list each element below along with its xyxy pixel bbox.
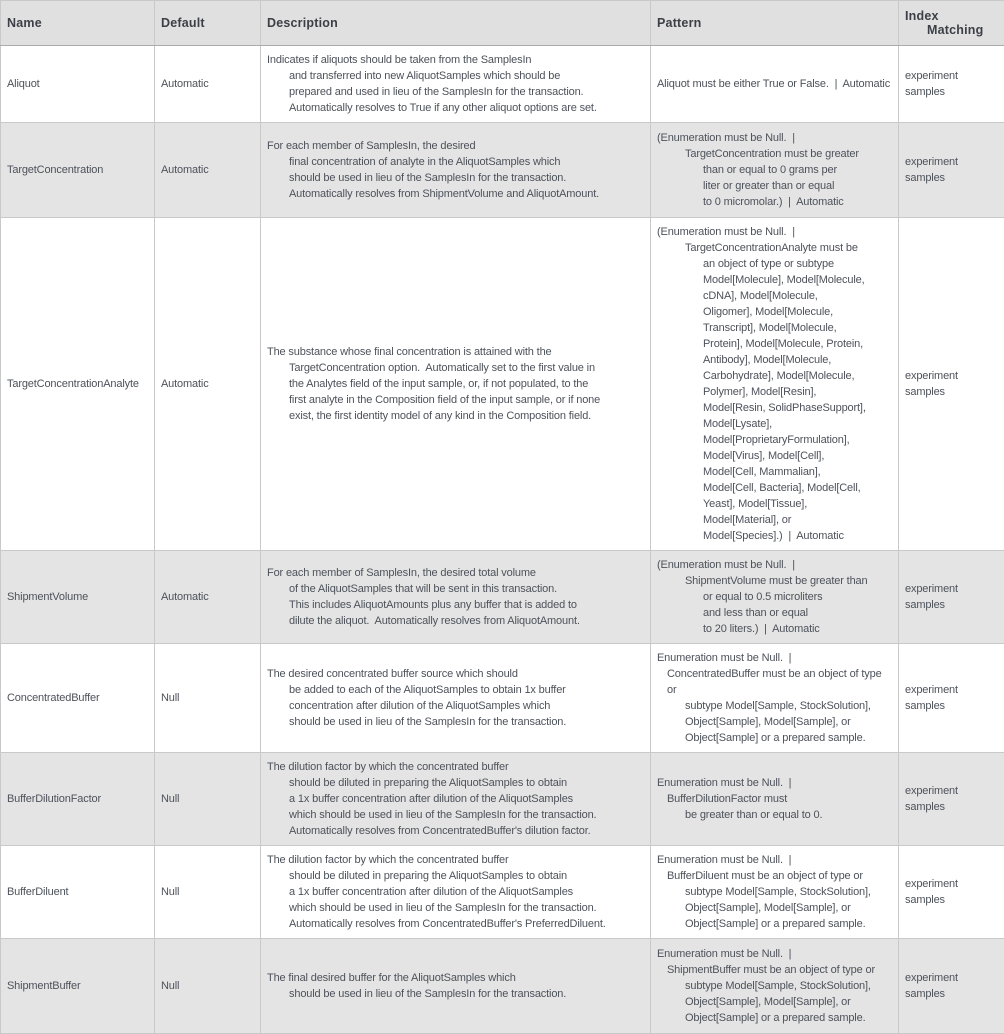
text-line: Automatically resolves from ShipmentVolume and AliquotAmount.	[267, 186, 644, 202]
text-line: should be used in lieu of the SamplesIn for the transaction.	[267, 986, 644, 1002]
text-line: Polymer], Model[Resin],	[657, 384, 892, 400]
table-row	[1, 218, 1004, 551]
text-line: a 1x buffer concentration after dilution of the AliquotSamples	[267, 884, 644, 900]
text-line: should be diluted in preparing the AliquotSamples to obtain	[267, 775, 644, 791]
text-line: Enumeration must be Null. |	[657, 946, 892, 962]
text-line: Automatically resolves from ConcentratedBuffer's dilution factor.	[267, 823, 644, 839]
text-line: ShipmentBuffer must be an object of type or	[657, 962, 892, 978]
text-line: TargetConcentration option. Automatically set to the first value in	[267, 360, 644, 376]
text-line: For each member of SamplesIn, the desired	[267, 138, 644, 154]
column-header-name: Name	[1, 1, 155, 46]
text-line: TargetConcentration must be greater	[657, 146, 892, 162]
text-line: (Enumeration must be Null. |	[657, 557, 892, 573]
text-line: Index	[905, 9, 998, 23]
text-line: ShipmentVolume must be greater than	[657, 573, 892, 589]
text-line: a 1x buffer concentration after dilution of the AliquotSamples	[267, 791, 644, 807]
name-cell: BufferDiluent	[1, 846, 155, 939]
index-matching-cell: experiment samples	[899, 939, 1004, 1034]
text-line: Object[Sample] or a prepared sample.	[657, 730, 892, 746]
text-line: Object[Sample] or a prepared sample.	[657, 916, 892, 932]
pattern-cell	[651, 46, 899, 123]
name-cell: ShipmentBuffer	[1, 939, 155, 1034]
default-cell: Null	[155, 846, 261, 939]
pattern-cell	[651, 846, 899, 939]
text-line: Aliquot must be either True or False. | Automatic	[657, 76, 892, 92]
text-line: subtype Model[Sample, StockSolution],	[657, 978, 892, 994]
text-line: concentration after dilution of the AliquotSamples which	[267, 698, 644, 714]
text-line: Model[Cell, Mammalian],	[657, 464, 892, 480]
text-line: Model[ProprietaryFormulation],	[657, 432, 892, 448]
table-row	[1, 644, 1004, 753]
table-row	[1, 551, 1004, 644]
name-cell: Aliquot	[1, 46, 155, 123]
text-line: Enumeration must be Null. |	[657, 775, 892, 791]
text-line: Transcript], Model[Molecule,	[657, 320, 892, 336]
text-line: Matching	[905, 23, 998, 37]
default-cell: Null	[155, 753, 261, 846]
description-cell	[261, 644, 651, 753]
text-line: should be used in lieu of the SamplesIn for the transaction.	[267, 170, 644, 186]
text-line: The desired concentrated buffer source which should	[267, 666, 644, 682]
text-line: ConcentratedBuffer must be an object of type or	[657, 666, 892, 698]
text-line: Model[Virus], Model[Cell],	[657, 448, 892, 464]
text-line: BufferDiluent must be an object of type or	[657, 868, 892, 884]
text-line: Model[Cell, Bacteria], Model[Cell,	[657, 480, 892, 496]
name-cell: TargetConcentrationAnalyte	[1, 218, 155, 551]
text-line: Protein], Model[Molecule, Protein,	[657, 336, 892, 352]
text-line: prepared and used in lieu of the SamplesIn for the transaction.	[267, 84, 644, 100]
default-cell: Automatic	[155, 551, 261, 644]
text-line: The dilution factor by which the concentrated buffer	[267, 759, 644, 775]
text-line: Object[Sample], Model[Sample], or	[657, 714, 892, 730]
text-line: Model[Resin, SolidPhaseSupport],	[657, 400, 892, 416]
description-cell	[261, 551, 651, 644]
default-cell: Automatic	[155, 218, 261, 551]
column-header-default: Default	[155, 1, 261, 46]
name-cell: TargetConcentration	[1, 123, 155, 218]
text-line: an object of type or subtype	[657, 256, 892, 272]
pattern-cell	[651, 551, 899, 644]
text-line: (Enumeration must be Null. |	[657, 130, 892, 146]
text-line: This includes AliquotAmounts plus any buffer that is added to	[267, 597, 644, 613]
text-line: Model[Material], or	[657, 512, 892, 528]
pattern-cell	[651, 218, 899, 551]
default-cell: Automatic	[155, 123, 261, 218]
text-line: to 0 micromolar.) | Automatic	[657, 194, 892, 210]
text-line: (Enumeration must be Null. |	[657, 224, 892, 240]
description-cell	[261, 123, 651, 218]
text-line: Indicates if aliquots should be taken from the SamplesIn	[267, 52, 644, 68]
text-line: Carbohydrate], Model[Molecule,	[657, 368, 892, 384]
text-line: or equal to 0.5 microliters	[657, 589, 892, 605]
text-line: Object[Sample], Model[Sample], or	[657, 900, 892, 916]
text-line: cDNA], Model[Molecule,	[657, 288, 892, 304]
text-line: liter or greater than or equal	[657, 178, 892, 194]
text-line: subtype Model[Sample, StockSolution],	[657, 698, 892, 714]
text-line: to 20 liters.) | Automatic	[657, 621, 892, 637]
index-matching-cell: experiment samples	[899, 551, 1004, 644]
pattern-cell	[651, 753, 899, 846]
description-cell	[261, 218, 651, 551]
text-line: final concentration of analyte in the AliquotSamples which	[267, 154, 644, 170]
text-line: Object[Sample], Model[Sample], or	[657, 994, 892, 1010]
text-line: TargetConcentrationAnalyte must be	[657, 240, 892, 256]
text-line: Model[Lysate],	[657, 416, 892, 432]
text-line: which should be used in lieu of the SamplesIn for the transaction.	[267, 900, 644, 916]
text-line: first analyte in the Composition field of the input sample, or if none	[267, 392, 644, 408]
text-line: Model[Molecule], Model[Molecule,	[657, 272, 892, 288]
index-matching-cell: experiment samples	[899, 644, 1004, 753]
default-cell: Null	[155, 939, 261, 1034]
text-line: which should be used in lieu of the SamplesIn for the transaction.	[267, 807, 644, 823]
text-line: Object[Sample] or a prepared sample.	[657, 1010, 892, 1026]
text-line: of the AliquotSamples that will be sent in this transaction.	[267, 581, 644, 597]
text-line: Enumeration must be Null. |	[657, 852, 892, 868]
text-line: The substance whose final concentration is attained with the	[267, 344, 644, 360]
index-matching-cell: experiment samples	[899, 123, 1004, 218]
text-line: BufferDilutionFactor must	[657, 791, 892, 807]
description-cell	[261, 753, 651, 846]
name-cell: BufferDilutionFactor	[1, 753, 155, 846]
index-matching-cell: experiment samples	[899, 753, 1004, 846]
name-cell: ShipmentVolume	[1, 551, 155, 644]
table-row	[1, 753, 1004, 846]
name-cell: ConcentratedBuffer	[1, 644, 155, 753]
default-cell: Null	[155, 644, 261, 753]
text-line: be added to each of the AliquotSamples to obtain 1x buffer	[267, 682, 644, 698]
description-cell	[261, 939, 651, 1034]
table-row	[1, 123, 1004, 218]
text-line: be greater than or equal to 0.	[657, 807, 892, 823]
header-row	[1, 1, 1004, 46]
pattern-cell	[651, 939, 899, 1034]
text-line: Automatically resolves to True if any other aliquot options are set.	[267, 100, 644, 116]
text-line: Oligomer], Model[Molecule,	[657, 304, 892, 320]
text-line: For each member of SamplesIn, the desired total volume	[267, 565, 644, 581]
text-line: the Analytes field of the input sample, or, if not populated, to the	[267, 376, 644, 392]
text-line: and less than or equal	[657, 605, 892, 621]
text-line: should be used in lieu of the SamplesIn for the transaction.	[267, 714, 644, 730]
text-line: The final desired buffer for the AliquotSamples which	[267, 970, 644, 986]
text-line: exist, the first identity model of any kind in the Composition field.	[267, 408, 644, 424]
text-line: dilute the aliquot. Automatically resolves from AliquotAmount.	[267, 613, 644, 629]
text-line: subtype Model[Sample, StockSolution],	[657, 884, 892, 900]
text-line: Automatically resolves from ConcentratedBuffer's PreferredDiluent.	[267, 916, 644, 932]
column-header-index-matching	[899, 1, 1004, 46]
column-header-description: Description	[261, 1, 651, 46]
text-line: Antibody], Model[Molecule,	[657, 352, 892, 368]
description-cell	[261, 846, 651, 939]
index-matching-cell: experiment samples	[899, 218, 1004, 551]
text-line: Model[Species].) | Automatic	[657, 528, 892, 544]
table-row	[1, 846, 1004, 939]
column-header-pattern: Pattern	[651, 1, 899, 46]
text-line: Enumeration must be Null. |	[657, 650, 892, 666]
pattern-cell	[651, 123, 899, 218]
description-cell	[261, 46, 651, 123]
text-line: should be diluted in preparing the AliquotSamples to obtain	[267, 868, 644, 884]
default-cell: Automatic	[155, 46, 261, 123]
pattern-cell	[651, 644, 899, 753]
table-row	[1, 939, 1004, 1034]
index-matching-cell: experiment samples	[899, 846, 1004, 939]
table-row	[1, 46, 1004, 123]
text-line: than or equal to 0 grams per	[657, 162, 892, 178]
text-line: The dilution factor by which the concentrated buffer	[267, 852, 644, 868]
index-matching-cell: experiment samples	[899, 46, 1004, 123]
text-line: Yeast], Model[Tissue],	[657, 496, 892, 512]
text-line: and transferred into new AliquotSamples which should be	[267, 68, 644, 84]
